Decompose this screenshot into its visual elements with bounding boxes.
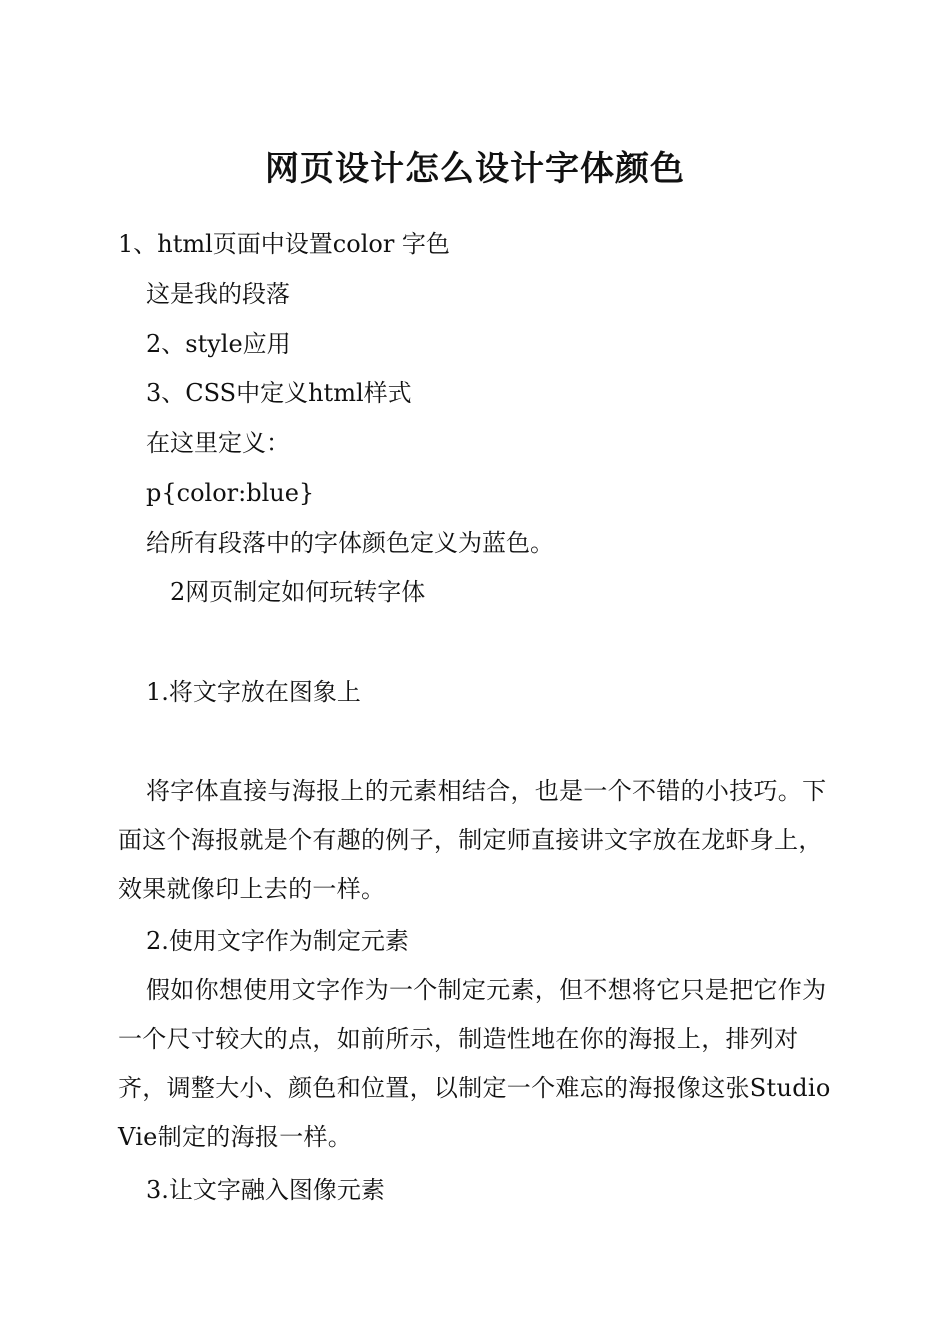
paragraph-1: 将字体直接与海报上的元素相结合，也是一个不错的小技巧。下面这个海报就是个有趣的例子，制定师直接讲文字放在龙虾身上，效果就像印上去的一样。 [118, 777, 827, 903]
code-line: p{color:blue} [146, 479, 315, 507]
text-line: 在这里定义： [146, 429, 290, 457]
text-line: 给所有段落中的字体颜色定义为蓝色。 [146, 529, 554, 557]
paragraph-2: 假如你想使用文字作为一个制定元素，但不想将它只是把它作为一个尺寸较大的点，如前所示，制造性地在你的海报上，排列对齐，调整大小、颜色和位置，以制定一个难忘的海报像这张Studio Vie制定的海报一样。 [118, 976, 831, 1151]
item-3-heading: 3.让文字融入图像元素 [146, 1176, 385, 1204]
item-1-heading: 1.将文字放在图象上 [146, 678, 361, 706]
section-2-heading: 2、style应用 [146, 330, 291, 358]
subtitle-heading: 2网页制定如何玩转字体 [170, 578, 426, 606]
section-3-heading: 3、CSS中定义html样式 [146, 379, 412, 407]
document-title: 网页设计怎么设计字体颜色 [265, 149, 685, 189]
text-line: 这是我的段落 [146, 280, 290, 308]
item-2-heading: 2.使用文字作为制定元素 [146, 927, 409, 955]
section-1-heading: 1、html页面中设置color 字色 [118, 230, 450, 258]
